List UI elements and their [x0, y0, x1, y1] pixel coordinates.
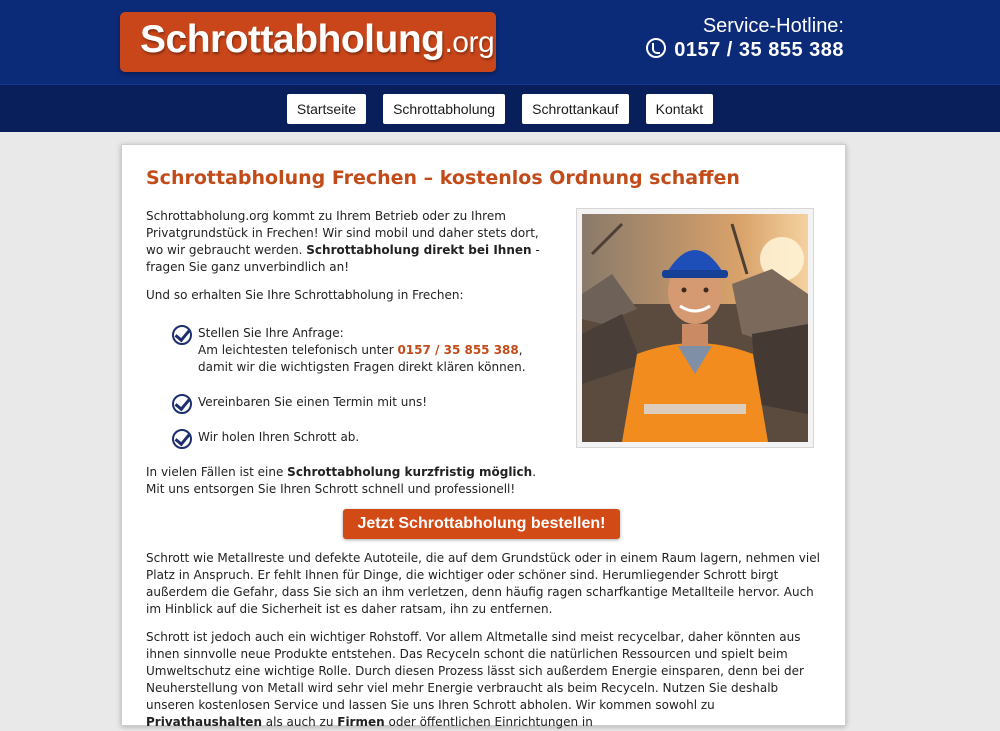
- logo-text: Schrottabholung.org: [140, 18, 495, 61]
- nav-item-schrottabholung[interactable]: Schrottabholung: [383, 94, 505, 124]
- nav-item-startseite[interactable]: Startseite: [287, 94, 366, 124]
- list-item: Stellen Sie Ihre Anfrage: Am leichtesten telefonisch unter 0157 / 35 855 388, damit wir die wichtigsten Fragen direkt klären können.: [172, 325, 552, 376]
- hotline-phone[interactable]: 0157 / 35 855 388: [646, 38, 844, 62]
- nav-item-kontakt[interactable]: Kontakt: [646, 94, 713, 124]
- main-content: [121, 144, 846, 729]
- worker-illustration: [582, 214, 808, 442]
- list-item: Wir holen Ihren Schrott ab.: [172, 429, 552, 446]
- nav-item-schrottankauf[interactable]: Schrottankauf: [522, 94, 628, 124]
- site-header: [0, 0, 1000, 84]
- nav-list: [0, 94, 1000, 124]
- intro-paragraph: Schrottabholung.org kommt zu Ihrem Betrieb oder zu Ihrem Privatgrundstück in Frechen! Wir sind mobil und daher stets dort, wo wir gebraucht werden. Schrottabholung direkt bei Ihnen - fragen Sie ganz unverbindlich an!: [146, 209, 540, 274]
- site-logo[interactable]: [120, 12, 496, 72]
- worker-photo: [582, 214, 808, 442]
- phone-icon: [646, 38, 666, 58]
- lead-paragraph: Und so erhalten Sie Ihre Schrottabholung in Frechen:: [146, 288, 464, 302]
- main-navigation: [0, 84, 1000, 132]
- hotline-title: Service-Hotline:: [702, 15, 844, 37]
- list-item: Vereinbaren Sie einen Termin mit uns!: [172, 394, 552, 411]
- page-title: Schrottabholung Frechen – kostenlos Ordnung schaffen: [146, 167, 740, 189]
- checkmark-icon: [172, 394, 192, 414]
- inline-phone-link[interactable]: 0157 / 35 855 388: [397, 343, 519, 357]
- body-paragraph-1: Schrott wie Metallreste und defekte Autoteile, die auf dem Grundstück oder in einem Raum lagern, nehmen viel Platz in Anspruch. Er fehlt Ihnen für Dinge, die wichtiger oder schöner sind. Herumliegender Schrott birgt außerdem die Gefahr, dass Sie sich an ihm verletzen, denn häufig ragen scharfkantige Metallteile hervor. Auch im Hinblick auf die Sicherheit ist es daher ratsam, ihn zu entfernen.: [146, 551, 820, 616]
- checkmark-icon: [172, 325, 192, 345]
- body-paragraph-2: Schrott ist jedoch auch ein wichtiger Rohstoff. Vor allem Altmetalle sind meist recycelbar, daher könnten aus ihnen sinnvolle neue Produkte entstehen. Das Recyceln schont die natürlichen Ressourcen und spielt beim Umweltschutz eine wichtige Rolle. Durch diesen Prozess lässt sich außerdem Energie einsparen, denn bei der Neuherstellung von Metall wird sehr viel mehr Energie verbraucht als beim Recyceln. Nutzen Sie deshalb unseren kostenlosen Service und lassen Sie uns Ihren Schrott abholen. Wir kommen sowohl zu Privathaushalten als auch zu Firmen oder öffentlichen Einrichtungen in: [146, 630, 804, 729]
- checkmark-icon: [172, 429, 192, 449]
- worker-photo-frame: [576, 208, 814, 448]
- outro-paragraph: In vielen Fällen ist eine Schrottabholung kurzfristig möglich. Mit uns entsorgen Sie Ihren Schrott schnell und professionell!: [146, 465, 537, 496]
- service-hotline: [646, 14, 844, 62]
- order-pickup-button[interactable]: Jetzt Schrottabholung bestellen!: [343, 509, 620, 539]
- steps-checklist: [172, 325, 552, 464]
